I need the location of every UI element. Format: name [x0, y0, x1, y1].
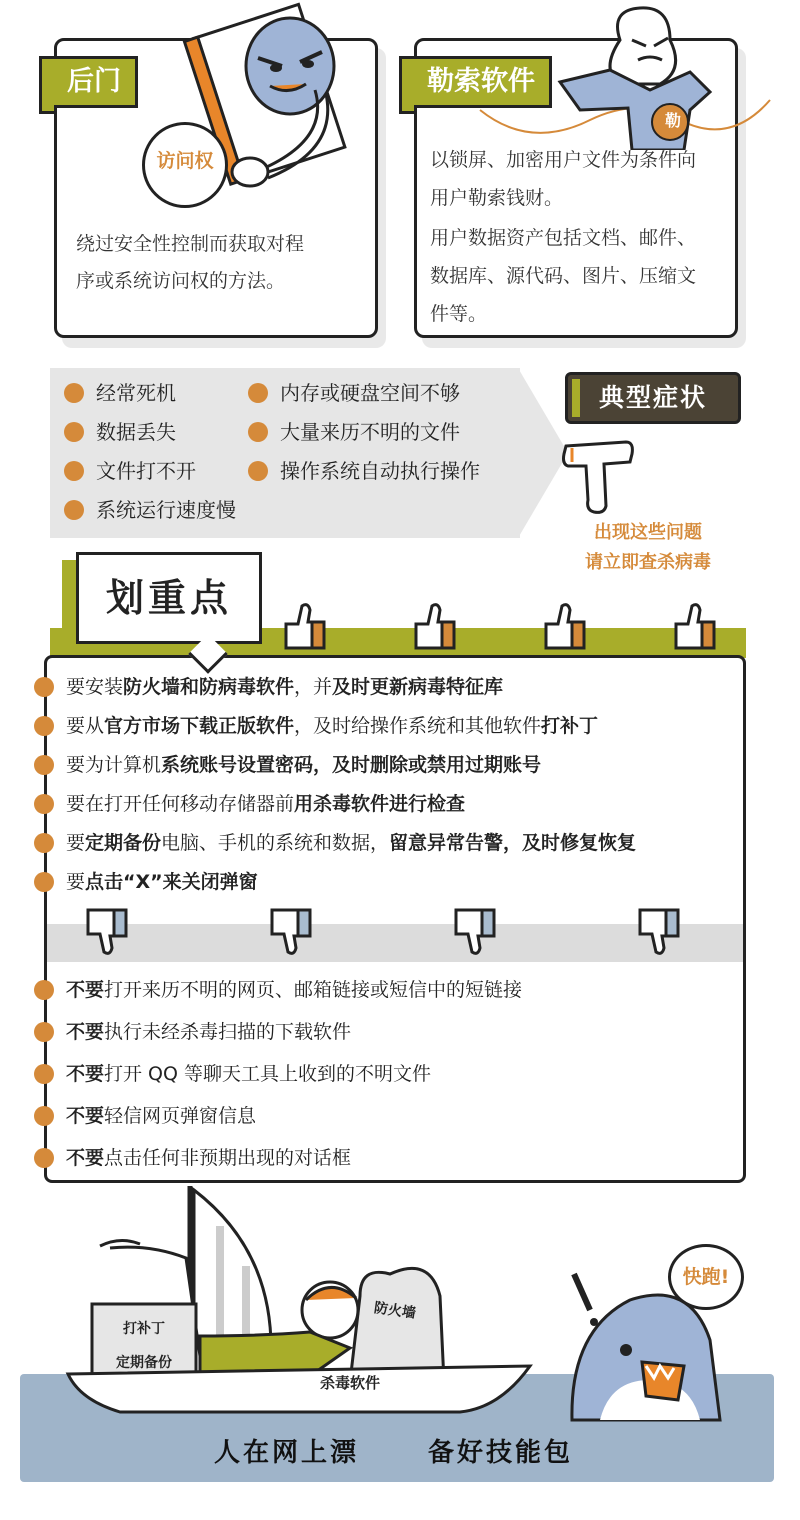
do-rule: 要为计算机系统账号设置密码，及时删除或禁用过期账号 — [66, 754, 542, 776]
thumbs-down-icon — [636, 908, 682, 958]
keypoints-title: 划重点 — [105, 576, 232, 620]
slogan-right: 备好技能包 — [428, 1438, 574, 1468]
thumbs-down-icon — [268, 908, 314, 958]
dont-rule: 不要轻信网页弹窗信息 — [66, 1105, 257, 1127]
symptoms-note-line2: 请立即查杀病毒 — [585, 552, 711, 573]
boat-scene-illustration — [60, 1186, 540, 1426]
rule-bullet — [34, 1148, 54, 1168]
symptom-item: 大量来历不明的文件 — [248, 417, 460, 447]
rule-bullet — [34, 755, 54, 775]
sack-label-firewall: 防火墙 — [372, 1300, 417, 1322]
dont-rule: 不要打开来历不明的网页、邮箱链接或短信中的短链接 — [66, 979, 523, 1001]
symptoms-note-line1: 出现这些问题 — [594, 522, 702, 543]
ransomware-illustration — [470, 0, 780, 150]
symptom-item: 文件打不开 — [64, 456, 196, 486]
do-rule: 要安装防火墙和防病毒软件，并及时更新病毒特征库 — [66, 676, 504, 698]
symptom-item: 操作系统自动执行操作 — [248, 456, 480, 486]
rule-bullet — [34, 833, 54, 853]
ransomware-desc-line2: 用户勒索钱财。 — [430, 187, 564, 209]
thumbs-up-icon — [542, 600, 588, 650]
do-rule: 要在打开任何移动存储器前用杀毒软件进行检查 — [66, 793, 466, 815]
symptom-item: 内存或硬盘空间不够 — [248, 378, 460, 408]
keypoints-title-box — [76, 552, 262, 644]
do-rule: 要定期备份电脑、手机的系统和数据，留意异常告警，及时修复恢复 — [66, 832, 637, 854]
symptom-item: 系统运行速度慢 — [64, 495, 236, 525]
ransomware-desc-line5: 件等。 — [430, 303, 488, 325]
ransomware-desc-line3: 用户数据资产包括文档、邮件、 — [430, 227, 697, 249]
thumbs-up-icon — [282, 600, 328, 650]
backdoor-desc-line2: 序或系统访问权的方法。 — [76, 270, 286, 292]
ransom-badge-label: 勒 — [664, 111, 681, 130]
rule-bullet — [34, 716, 54, 736]
rule-bullet — [34, 1064, 54, 1084]
ransomware-desc-line4: 数据库、源代码、图片、压缩文 — [430, 265, 697, 287]
dont-rule: 不要执行未经杀毒扫描的下载软件 — [66, 1021, 352, 1043]
ransomware-desc-line1: 以锁屏、加密用户文件为条件向 — [430, 149, 697, 171]
thermometer-icon — [560, 436, 640, 516]
backdoor-tag: 后门 — [50, 56, 138, 108]
shark-bubble-text: 快跑! — [682, 1266, 730, 1288]
do-rule: 要从官方市场下载正版软件，及时给操作系统和其他软件打补丁 — [66, 715, 599, 737]
do-rule: 要点击“X”来关闭弹窗 — [66, 871, 258, 893]
rule-bullet — [34, 1022, 54, 1042]
crate-label-backup: 定期备份 — [116, 1355, 172, 1371]
rule-bullet — [34, 794, 54, 814]
symptoms-tag: 典型症状 — [565, 372, 741, 424]
ransomware-tag: 勒索软件 — [410, 56, 552, 108]
symptom-item: 经常死机 — [64, 378, 176, 408]
thumbs-down-icon — [84, 908, 130, 958]
dont-rule: 不要打开 QQ 等聊天工具上收到的不明文件 — [66, 1063, 432, 1085]
slogan-left: 人在网上漂 — [214, 1438, 360, 1468]
thumbs-down-icon — [452, 908, 498, 958]
access-badge-label: 访问权 — [156, 150, 214, 172]
symptom-item: 数据丢失 — [64, 417, 176, 447]
thumbs-up-icon — [412, 600, 458, 650]
rule-bullet — [34, 1106, 54, 1126]
rule-bullet — [34, 980, 54, 1000]
rule-bullet — [34, 677, 54, 697]
thumbs-up-icon — [672, 600, 718, 650]
dont-rule: 不要点击任何非预期出现的对话框 — [66, 1147, 352, 1169]
boat-label-antivirus: 杀毒软件 — [320, 1374, 381, 1392]
backdoor-desc-line1: 绕过安全性控制而获取对程 — [76, 233, 305, 255]
crate-label-patch: 打补丁 — [123, 1321, 165, 1337]
rule-bullet — [34, 872, 54, 892]
